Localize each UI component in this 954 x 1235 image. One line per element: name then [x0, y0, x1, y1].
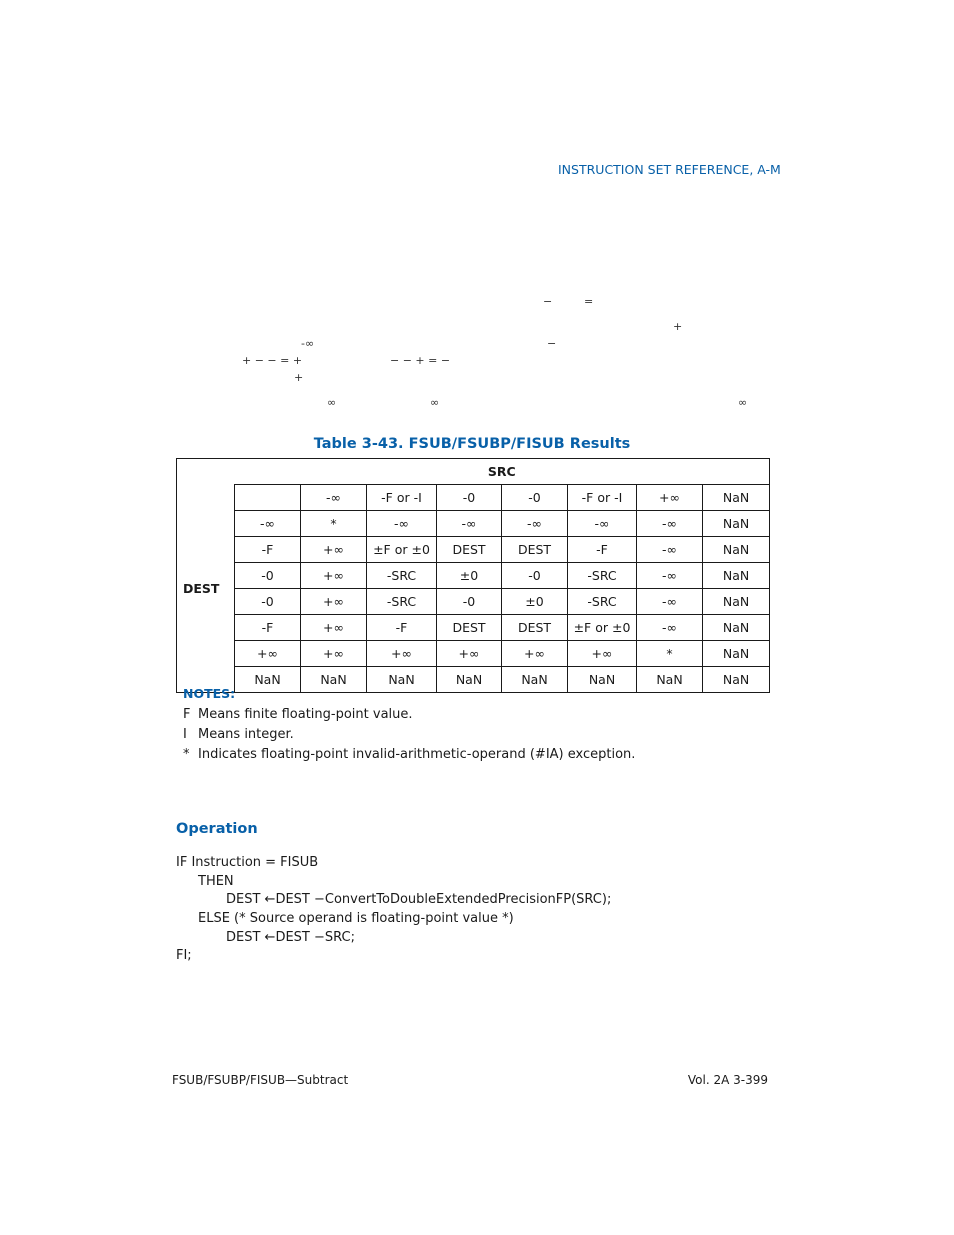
table-cell: +∞ — [437, 641, 502, 667]
table-cell: NaN — [703, 667, 770, 693]
table-cell: DEST — [437, 537, 502, 563]
table-cell: -SRC — [568, 563, 637, 589]
src-label: SRC — [235, 459, 770, 485]
text-fragment: + − − = + — [242, 354, 303, 367]
column-header: -0 — [437, 485, 502, 511]
column-header: +∞ — [637, 485, 703, 511]
table-cell: +∞ — [301, 537, 367, 563]
table-cell: -∞ — [437, 511, 502, 537]
column-header — [235, 485, 301, 511]
table-row — [177, 589, 770, 615]
code-line: IF Instruction = FISUB — [176, 855, 319, 870]
code-line: THEN — [198, 874, 234, 889]
table-cell: +∞ — [301, 641, 367, 667]
column-header: NaN — [703, 485, 770, 511]
column-header: -F or -I — [367, 485, 437, 511]
column-header: -F or -I — [568, 485, 637, 511]
table-cell: -∞ — [502, 511, 568, 537]
code-line: DEST ←DEST −SRC; — [226, 930, 355, 945]
text-fragment: + — [673, 320, 683, 333]
table-row — [177, 615, 770, 641]
table-cell: -∞ — [637, 563, 703, 589]
table-cell: +∞ — [301, 615, 367, 641]
table-cell: ±0 — [437, 563, 502, 589]
note-item — [183, 727, 294, 742]
table-cell: NaN — [703, 563, 770, 589]
table-cell: +∞ — [301, 589, 367, 615]
table-cell: -SRC — [367, 563, 437, 589]
row-header: -0 — [235, 563, 301, 589]
table-cell: DEST — [502, 615, 568, 641]
table-cell: -∞ — [568, 511, 637, 537]
table-cell: NaN — [568, 667, 637, 693]
row-header: -F — [235, 537, 301, 563]
row-header: -∞ — [235, 511, 301, 537]
text-fragment: − — [543, 295, 553, 308]
table-cell: -∞ — [637, 615, 703, 641]
row-header: NaN — [235, 667, 301, 693]
table-cell: * — [301, 511, 367, 537]
dest-label: DEST — [177, 485, 235, 693]
table-cell: -∞ — [637, 589, 703, 615]
table-cell: -F — [367, 615, 437, 641]
table-row — [177, 537, 770, 563]
code-line: DEST ←DEST −ConvertToDoubleExtendedPrecisionFP(SRC); — [226, 892, 612, 907]
table-cell: NaN — [703, 641, 770, 667]
table-cell: NaN — [703, 615, 770, 641]
table-cell: NaN — [637, 667, 703, 693]
table-cell: NaN — [502, 667, 568, 693]
table-cell: -SRC — [367, 589, 437, 615]
text-fragment: ∞ — [738, 396, 748, 409]
table-cell: NaN — [703, 537, 770, 563]
results-table — [176, 458, 770, 693]
text-fragment: = — [584, 295, 594, 308]
table-cell: NaN — [301, 667, 367, 693]
table-cell: -SRC — [568, 589, 637, 615]
table-cell: +∞ — [502, 641, 568, 667]
text-fragment: -∞ — [301, 337, 315, 350]
notes-title: NOTES: — [183, 686, 236, 701]
footer-right: Vol. 2A 3-399 — [687, 1073, 768, 1087]
table-cell: NaN — [703, 589, 770, 615]
table-cell: -∞ — [367, 511, 437, 537]
table-row — [177, 667, 770, 693]
note-text: Indicates floating-point invalid-arithmetic-operand (#IA) exception. — [198, 747, 636, 762]
table-cell: +∞ — [367, 641, 437, 667]
table-cell: DEST — [502, 537, 568, 563]
note-item — [183, 747, 635, 762]
table-cell: NaN — [437, 667, 502, 693]
footer-left: FSUB/FSUBP/FISUB—Subtract — [172, 1073, 349, 1087]
table-cell: NaN — [703, 511, 770, 537]
note-symbol: I — [183, 727, 187, 742]
row-header: -0 — [235, 589, 301, 615]
table-cell: +∞ — [568, 641, 637, 667]
table-cell: ±F or ±0 — [367, 537, 437, 563]
text-fragment: ∞ — [327, 396, 337, 409]
text-fragment: ∞ — [430, 396, 440, 409]
table-row — [177, 563, 770, 589]
column-header: -∞ — [301, 485, 367, 511]
running-header: INSTRUCTION SET REFERENCE, A-M — [558, 162, 781, 177]
table-cell: NaN — [367, 667, 437, 693]
table-cell: -F — [568, 537, 637, 563]
text-fragment: − − + = − — [390, 354, 451, 367]
row-header: -F — [235, 615, 301, 641]
text-fragment: + — [294, 371, 304, 384]
section-heading: Operation — [176, 821, 258, 837]
note-item — [183, 707, 413, 722]
table-cell: +∞ — [301, 563, 367, 589]
table-cell: -∞ — [637, 537, 703, 563]
text-fragment: − — [547, 337, 557, 350]
table-cell: -∞ — [637, 511, 703, 537]
note-symbol: * — [183, 747, 190, 762]
table-cell: * — [637, 641, 703, 667]
code-line: FI; — [176, 948, 192, 963]
table-cell: -0 — [502, 563, 568, 589]
note-text: Means finite floating-point value. — [198, 707, 413, 722]
table-cell: -0 — [437, 589, 502, 615]
table-cell: ±0 — [502, 589, 568, 615]
code-line: ELSE (* Source operand is floating-point value *) — [198, 911, 514, 926]
table-cell: ±F or ±0 — [568, 615, 637, 641]
table-caption: Table 3-43. FSUB/FSUBP/FISUB Results — [313, 436, 631, 452]
column-header: -0 — [502, 485, 568, 511]
table-row — [177, 511, 770, 537]
row-header: +∞ — [235, 641, 301, 667]
note-symbol: F — [183, 707, 191, 722]
note-text: Means integer. — [198, 727, 294, 742]
table-cell: DEST — [437, 615, 502, 641]
table-row — [177, 641, 770, 667]
